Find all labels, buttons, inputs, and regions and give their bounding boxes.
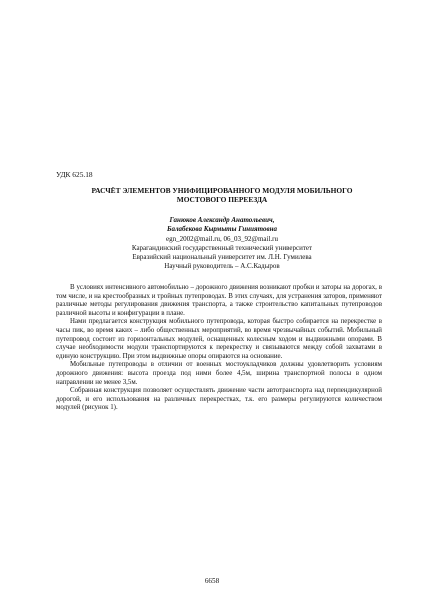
author-emails: egn_2002@mail.ru, 06_03_92@mail.ru: [165, 234, 279, 243]
scientific-supervisor: Научный руководитель – А.С.Кадыров: [164, 262, 280, 271]
paragraph-3: Мобильные путепроводы в отличии от военных мостоукладчиков должны удовлетворить условиям дорожного движения: высота проезда под ними более 4,5м, ширина транспортной полосы в одном направлении не менее 3,5м.: [56, 361, 382, 386]
udc-code: УДК 625.18: [56, 170, 93, 179]
author-name-2: Балабекова Кырмыты Гиниятовна: [167, 225, 277, 234]
paragraph-4: Собранная конструкция позволяет осуществлять движение части автотранспорта над перпендикулярной дорогой, и его использования на различных перекрестках, т.к. его размеры регулируются количеством модулей (рисунок 1).: [56, 387, 382, 412]
author-name-1: Ганюков Александр Анатольевич,: [169, 216, 275, 224]
affiliation-2: Евразийский национальный университет им. Л.Н. Гумилева: [132, 253, 312, 262]
paragraph-1: В условиях интенсивного автомобильно – дорожного движения возникают пробки и заторы на дорогах, в том числе, и на крестообразных и тройных путепроводах. В этих случаях, для устранения заторов, применяют различные методы регулирования движения транспорта, а также строительство капитальных путепроводов различной высоты и конфигурации в плане.: [56, 284, 382, 317]
paragraph-2: Нами предлагается конструкция мобильного путепровода, которая быстро собирается на перекрестке в часы пик, во время каких – либо общественных мероприятий, во время чрезвычайных событий. Мобильный путепровод состоит из горизонтальных модулей, оснащенных колесным ходом и выдвижными опорами. В случае необходимости модули транспортируются к перекрестку и связываются между собой захватами в единую конструкцию. При этом выдвижные опоры опираются на основание.: [56, 318, 382, 360]
affiliation-1: Карагандинский государственный технический университет: [131, 243, 313, 252]
paper-title-line-2: МОСТОВОГО ПЕРЕЕЗДА: [176, 195, 268, 205]
paper-title: [56, 186, 388, 204]
author-block: [56, 216, 388, 272]
paper-title-line-1: РАСЧЁТ ЭЛЕМЕНТОВ УНИФИЦИРОВАННОГО МОДУЛЯ МОБИЛЬНОГО: [91, 186, 353, 195]
page-number: 6658: [204, 577, 220, 585]
body-text: [56, 284, 382, 413]
